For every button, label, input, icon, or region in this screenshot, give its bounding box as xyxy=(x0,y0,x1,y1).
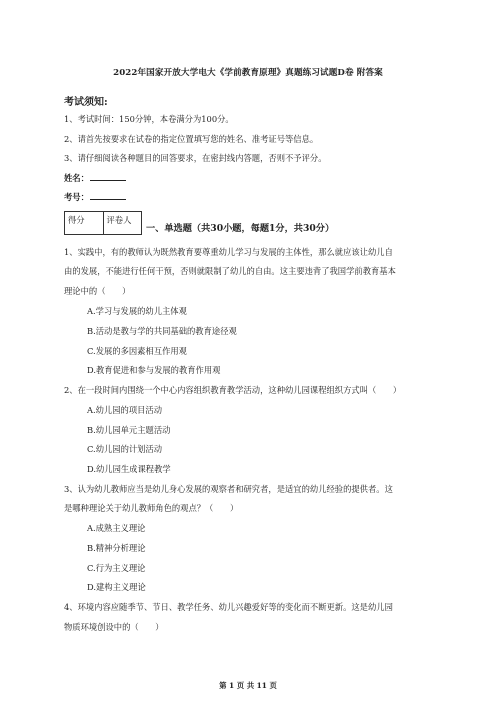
option-a[interactable]: A.幼儿园的项目活动 xyxy=(87,405,163,415)
question-line: 3、认为幼儿教师应当是幼儿身心发展的观察者和研究者，是适宜的幼儿经验的提供者。这 xyxy=(64,484,393,494)
exam-number-field xyxy=(64,191,126,203)
question-line: 由的发展，不能进行任何干预，否则就限制了幼儿的自由。这主要违背了我国学前教育基本 xyxy=(64,266,396,276)
question-line: 物质环境创设中的（ ） xyxy=(64,622,164,632)
notice-item: 2、请首先按要求在试卷的指定位置填写您的姓名、准考证号等信息。 xyxy=(64,134,319,144)
notice-heading: 考试须知: xyxy=(64,97,108,108)
option-d[interactable]: D.建构主义理论 xyxy=(87,582,146,592)
part-title: 一、单选题（共30小题，每题1分，共30分） xyxy=(146,223,335,234)
option-a[interactable]: A.成熟主义理论 xyxy=(87,523,146,533)
name-label: 姓名： xyxy=(64,173,89,183)
question-line: 是哪种理论关于幼儿教师角色的观点？（ ） xyxy=(64,503,239,513)
grader-cell: 评卷人 xyxy=(103,212,142,234)
option-c[interactable]: C.行为主义理论 xyxy=(87,563,146,573)
option-c[interactable]: C.幼儿园的计划活动 xyxy=(87,444,163,454)
question-line: 1、实践中，有的教师认为既然教育要尊重幼儿学习与发展的主体性，那么就应该让幼儿自 xyxy=(64,247,393,257)
option-c[interactable]: C.发展的多因素相互作用观 xyxy=(87,346,187,356)
option-d[interactable]: D.幼儿园生成课程教学 xyxy=(87,464,171,474)
name-blank[interactable] xyxy=(90,172,126,181)
option-b[interactable]: B.幼儿园单元主题活动 xyxy=(87,425,171,435)
option-b[interactable]: B.精神分析理论 xyxy=(87,543,146,553)
question-line: 4、环境内容应随季节、节日、教学任务、幼儿兴趣爱好等的变化而不断更新。这是幼儿园 xyxy=(64,602,393,612)
name-field xyxy=(64,172,126,184)
option-a[interactable]: A.学习与发展的幼儿主体观 xyxy=(87,306,187,316)
notice-item: 1、考试时间：150分钟，本卷满分为100分。 xyxy=(64,114,234,124)
score-cell: 得分 xyxy=(68,215,85,225)
question-line: 理论中的（ ） xyxy=(64,286,131,296)
option-d[interactable]: D.教育促进和参与发展的教育作用观 xyxy=(87,365,221,375)
exam-number-label: 考号： xyxy=(64,192,89,202)
page-footer: 第 1 页 共 11 页 xyxy=(219,681,277,690)
page-title: 2022年国家开放大学电大《学前教育原理》真题练习试题D卷 附答案 xyxy=(113,68,383,78)
notice-item: 3、请仔细阅读各种题目的回答要求，在密封线内答题，否则不予评分。 xyxy=(64,153,327,163)
score-box xyxy=(64,211,142,235)
option-b[interactable]: B.活动是教与学的共同基础的教育途径观 xyxy=(87,326,237,336)
exam-number-blank[interactable] xyxy=(90,191,126,200)
question-line: 2、在一段时间内围绕一个中心内容组织教育教学活动，这种幼儿园课程组织方式叫（ ） xyxy=(64,385,402,395)
